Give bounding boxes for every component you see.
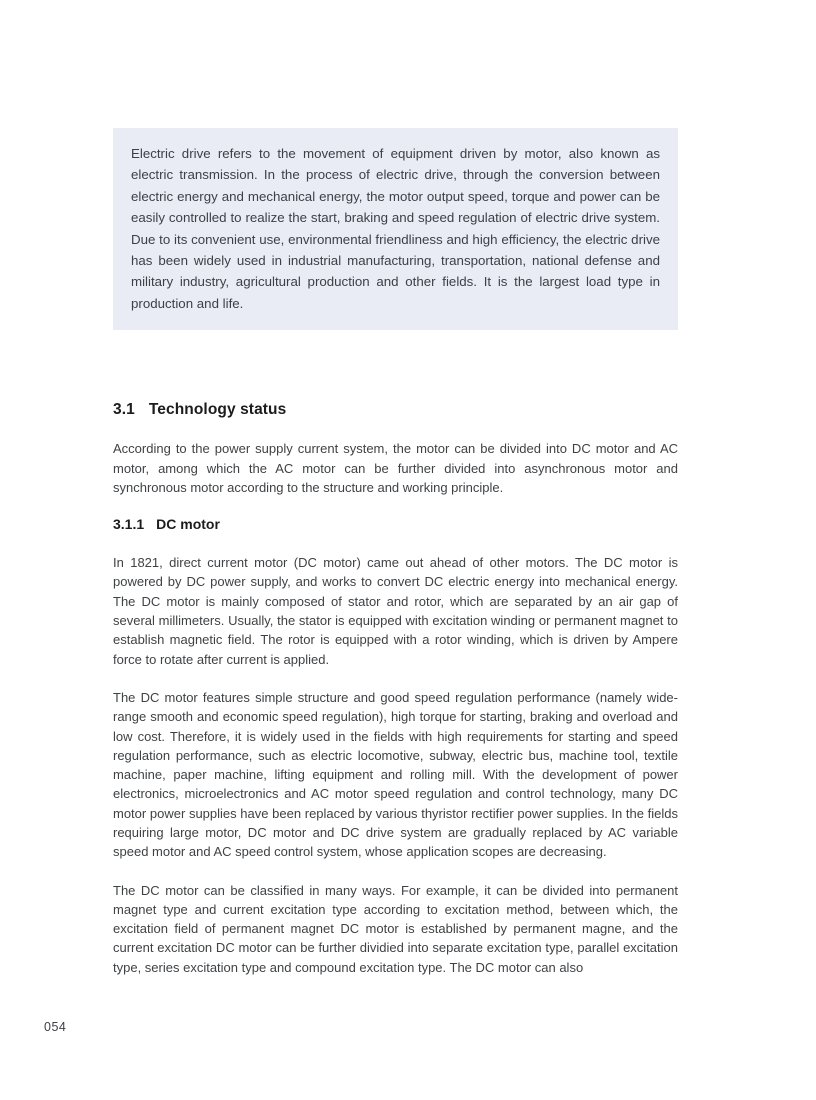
- body-paragraph: In 1821, direct current motor (DC motor) came out ahead of other motors. The DC motor is powered by DC power supply, and works to convert DC electric energy into mechanical energy. The DC motor is mainly composed of stator and rotor, which are separated by an air gap of several millimeters. Usually, the stator is equipped with excitation winding or permanent magnet to establish magnetic field. The rotor is equipped with a rotor winding, which is driven by Ampere force to rotate after current is applied.: [113, 555, 678, 667]
- section-number: 3.1: [113, 401, 135, 419]
- section-title: Technology status: [148, 401, 287, 419]
- intro-box-text: Electric drive refers to the movement of equipment driven by motor, also known as electric transmission. In the process of electric drive, through the conversion between electric energy and mechanical energy, the motor output speed, torque and power can be easily controlled to realize the start, braking and speed regulation of electric drive system. Due to its convenient use, environmental friendliness and high efficiency, the electric drive has been widely used in industrial manufacturing, transportation, national defense and military industry, agricultural production and other fields. It is the largest load type in production and life.: [131, 146, 660, 311]
- body-paragraph: The DC motor features simple structure and good speed regulation performance (namely wide-range smooth and economic speed regulation), high torque for starting, braking and overload and low cost. Therefore, it is widely used in the fields with high requirements for starting and speed regulation performance, such as electric locomotive, subway, electric bus, machine tool, textile machine, paper machine, lifting equipment and rolling mill. With the development of power electronics, microelectronics and AC motor speed regulation and control technology, many DC motor power supplies have been replaced by various thyristor rectifier power supplies. In the fields requiring large motor, DC motor and DC drive system are gradually replaced by AC variable speed motor and AC speed control system, whose application scopes are decreasing.: [113, 689, 678, 860]
- page-content-column: [113, 0, 678, 977]
- subsection-title: DC motor: [156, 516, 220, 533]
- section-heading: [113, 401, 678, 419]
- body-paragraph: The DC motor can be classified in many ways. For example, it can be divided into permanent magnet type and current excitation type according to excitation method, between which, the excitation field of permanent magnet DC motor is established by permanent magne, and the current excitation DC motor can be further dividied into separate excitation type, parallel excitation type, series excitation type and compound excitation type. The DC motor can also: [113, 882, 678, 975]
- subsection-number: 3.1.1: [113, 516, 145, 533]
- page-number: 054: [44, 1020, 67, 1034]
- section-intro-paragraph: According to the power supply current system, the motor can be divided into DC motor and AC motor, among which the AC motor can be further divided into asynchronous motor and synchronous motor according to the structure and working principle.: [113, 441, 678, 495]
- intro-highlight-box: [113, 128, 678, 330]
- subsection-heading: [113, 516, 678, 532]
